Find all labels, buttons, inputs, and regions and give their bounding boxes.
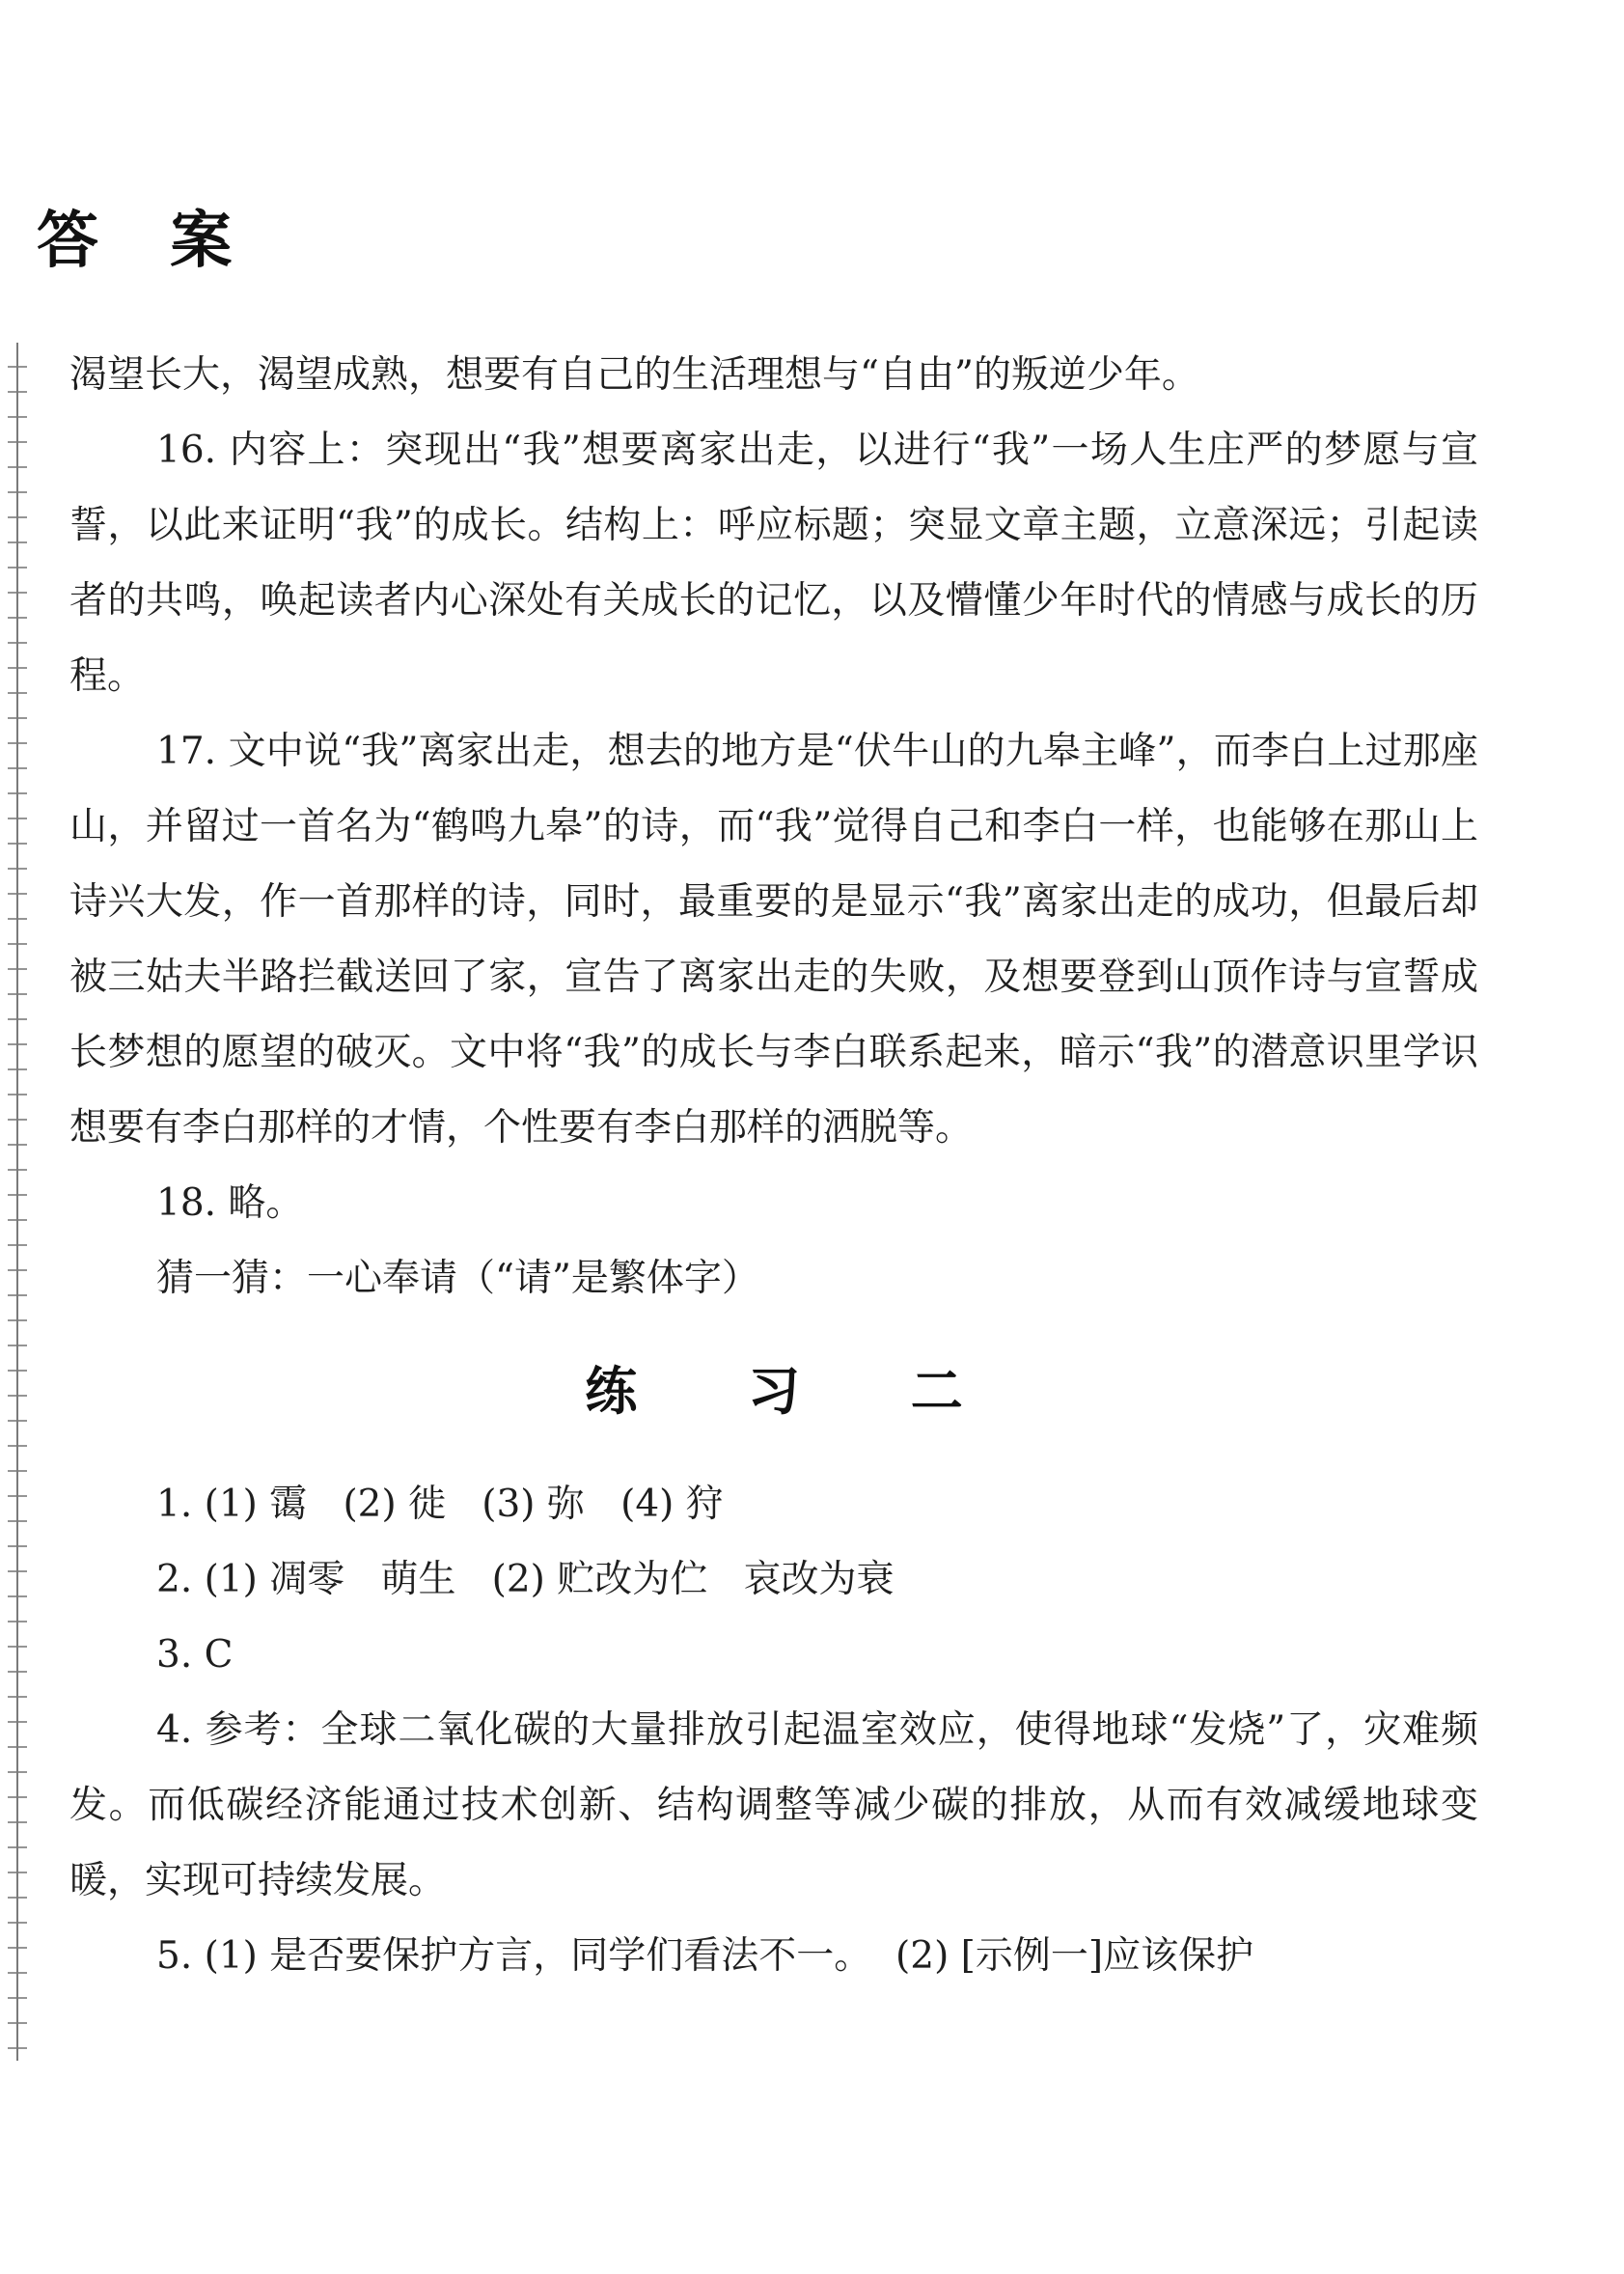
- answer-16: 16. 内容上：突现出“我”想要离家出走，以进行“我”一场人生庄严的梦愿与宣誓，以此来证明“我”的成长。结构上：呼应标题；突显文章主题，立意深远；引起读者的共鸣，唤起读者内心深处有关成长的记忆，以及懵懂少年时代的情感与成长的历程。: [69, 429, 1478, 698]
- exercise-answer-2: 2. (1) 凋零 萌生 (2) 贮改为伫 哀改为衰: [156, 1558, 895, 1601]
- riddle: 猜一猜：一心奉请（“请”是繁体字）: [156, 1257, 759, 1300]
- exercise-answer-5: 5. (1) 是否要保护方言，同学们看法不一。 (2) [示例一]应该保护: [156, 1934, 1254, 1978]
- exercise-answer-1: 1. (1) 霭 (2) 徙 (3) 弥 (4) 狩: [156, 1483, 724, 1526]
- binding-margin-marks: [8, 343, 27, 2061]
- page-title: 答 案: [37, 206, 258, 277]
- answer-18: 18. 略。: [156, 1181, 304, 1225]
- section-title: 练 习 二: [585, 1361, 1009, 1422]
- exercise-answer-4: 4. 参考：全球二氧化碳的大量排放引起温室效应，使得地球“发烧”了，灾难频发。而低碳经济能通过技术创新、结构调整等减少碳的排放，从而有效减缓地球变暖，实现可持续发展。: [69, 1708, 1478, 1902]
- exercise-answer-3: 3. C: [156, 1633, 234, 1677]
- paragraph-continued: 渴望长大，渴望成熟，想要有自己的生活理想与“自由”的叛逆少年。: [69, 353, 1199, 397]
- answer-body: [69, 338, 1478, 1994]
- answer-17: 17. 文中说“我”离家出走，想去的地方是“伏牛山的九皋主峰”，而李白上过那座山，并留过一首名为“鹤鸣九皋”的诗，而“我”觉得自己和李白一样，也能够在那山上诗兴大发，作一首那样的诗，同时，最重要的是显示“我”离家出走的成功，但最后却被三姑夫半路拦截送回了家，宣告了离家出走的失败，及想要登到山顶作诗与宣誓成长梦想的愿望的破灭。文中将“我”的成长与李白联系起来，暗示“我”的潜意识里学识想要有李白那样的才情，个性要有李白那样的洒脱等。: [69, 730, 1478, 1150]
